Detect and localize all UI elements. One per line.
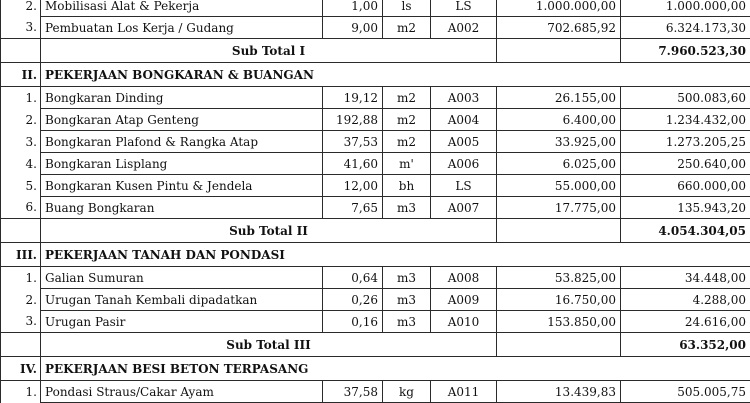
item-description: Urugan Pasir <box>41 311 323 333</box>
item-total-price: 505.005,75 <box>621 381 750 403</box>
item-number: 4. <box>1 153 41 175</box>
item-description: Pembuatan Los Kerja / Gudang <box>41 17 323 39</box>
item-code: A006 <box>431 153 497 175</box>
item-volume: 37,53 <box>323 131 383 153</box>
item-code: LS <box>431 0 497 17</box>
item-description: Mobilisasi Alat & Pekerja <box>41 0 323 17</box>
item-unit-price: 55.000,00 <box>497 175 621 197</box>
item-code: A008 <box>431 267 497 289</box>
subtotal-label: Sub Total II <box>41 219 497 243</box>
subtotal-value: 4.054.304,05 <box>621 219 750 243</box>
section-header-row <box>1 357 750 381</box>
item-unit: m2 <box>383 87 431 109</box>
item-description: Bongkaran Dinding <box>41 87 323 109</box>
item-code: A011 <box>431 381 497 403</box>
item-description: Bongkaran Atap Genteng <box>41 109 323 131</box>
item-volume: 37,58 <box>323 381 383 403</box>
item-code: A003 <box>431 87 497 109</box>
subtotal-value: 7.960.523,30 <box>621 39 750 63</box>
item-unit-price: 13.439,83 <box>497 381 621 403</box>
item-description: Bongkaran Kusen Pintu & Jendela <box>41 175 323 197</box>
item-code: LS <box>431 175 497 197</box>
item-volume: 41,60 <box>323 153 383 175</box>
item-unit-price: 53.825,00 <box>497 267 621 289</box>
item-unit: m3 <box>383 267 431 289</box>
item-unit: m2 <box>383 131 431 153</box>
section-title: PEKERJAAN BONGKARAN & BUANGAN <box>41 63 750 87</box>
section-header-row <box>1 63 750 87</box>
item-total-price: 4.288,00 <box>621 289 750 311</box>
item-description: Bongkaran Lisplang <box>41 153 323 175</box>
item-description: Bongkaran Plafond & Rangka Atap <box>41 131 323 153</box>
item-number: 3. <box>1 17 41 39</box>
section-number: IV. <box>1 357 41 381</box>
item-volume: 12,00 <box>323 175 383 197</box>
item-number: 2. <box>1 0 41 17</box>
item-volume: 192,88 <box>323 109 383 131</box>
section-title: PEKERJAAN TANAH DAN PONDASI <box>41 243 750 267</box>
table-row <box>1 267 750 289</box>
item-description: Galian Sumuran <box>41 267 323 289</box>
item-unit: m3 <box>383 311 431 333</box>
item-unit-price: 1.000.000,00 <box>497 0 621 17</box>
table-row <box>1 87 750 109</box>
subtotal-spacer <box>497 219 621 243</box>
subtotal-spacer <box>497 333 621 357</box>
item-description: Buang Bongkaran <box>41 197 323 219</box>
item-unit-price: 153.850,00 <box>497 311 621 333</box>
section-number: II. <box>1 63 41 87</box>
item-total-price: 1.273.205,25 <box>621 131 750 153</box>
item-unit-price: 6.025,00 <box>497 153 621 175</box>
item-number: 5. <box>1 175 41 197</box>
item-unit: m3 <box>383 289 431 311</box>
item-unit-price: 16.750,00 <box>497 289 621 311</box>
section-header-row <box>1 243 750 267</box>
item-volume: 19,12 <box>323 87 383 109</box>
item-volume: 1,00 <box>323 0 383 17</box>
item-number: 1. <box>1 381 41 403</box>
item-unit: kg <box>383 381 431 403</box>
table-row <box>1 109 750 131</box>
item-code: A005 <box>431 131 497 153</box>
item-total-price: 1.234.432,00 <box>621 109 750 131</box>
item-unit: ls <box>383 0 431 17</box>
item-description: Pondasi Straus/Cakar Ayam <box>41 381 323 403</box>
item-unit: m2 <box>383 17 431 39</box>
item-code: A004 <box>431 109 497 131</box>
item-volume: 7,65 <box>323 197 383 219</box>
item-number: 3. <box>1 131 41 153</box>
item-total-price: 34.448,00 <box>621 267 750 289</box>
table-row <box>1 311 750 333</box>
item-number: 2. <box>1 289 41 311</box>
section-title: PEKERJAAN BESI BETON TERPASANG <box>41 357 750 381</box>
subtotal-label: Sub Total I <box>41 39 497 63</box>
subtotal-value: 63.352,00 <box>621 333 750 357</box>
section-number: III. <box>1 243 41 267</box>
item-total-price: 250.640,00 <box>621 153 750 175</box>
subtotal-row <box>1 333 750 357</box>
subtotal-spacer <box>1 219 41 243</box>
subtotal-row <box>1 39 750 63</box>
item-unit-price: 17.775,00 <box>497 197 621 219</box>
subtotal-label: Sub Total III <box>41 333 497 357</box>
item-number: 1. <box>1 267 41 289</box>
item-volume: 0,16 <box>323 311 383 333</box>
subtotal-spacer <box>497 39 621 63</box>
item-code: A007 <box>431 197 497 219</box>
item-code: A009 <box>431 289 497 311</box>
item-total-price: 660.000,00 <box>621 175 750 197</box>
item-number: 3. <box>1 311 41 333</box>
table-row <box>1 153 750 175</box>
item-volume: 0,64 <box>323 267 383 289</box>
item-unit-price: 6.400,00 <box>497 109 621 131</box>
item-code: A010 <box>431 311 497 333</box>
item-total-price: 24.616,00 <box>621 311 750 333</box>
table-body <box>1 0 750 403</box>
item-unit-price: 33.925,00 <box>497 131 621 153</box>
table-row <box>1 0 750 17</box>
item-unit-price: 26.155,00 <box>497 87 621 109</box>
item-unit: m2 <box>383 109 431 131</box>
item-unit: bh <box>383 175 431 197</box>
subtotal-row <box>1 219 750 243</box>
item-unit: m3 <box>383 197 431 219</box>
item-number: 2. <box>1 109 41 131</box>
subtotal-spacer <box>1 39 41 63</box>
item-unit-price: 702.685,92 <box>497 17 621 39</box>
table-row <box>1 175 750 197</box>
item-volume: 9,00 <box>323 17 383 39</box>
item-total-price: 6.324.173,30 <box>621 17 750 39</box>
item-number: 6. <box>1 197 41 219</box>
table-row <box>1 197 750 219</box>
item-description: Urugan Tanah Kembali dipadatkan <box>41 289 323 311</box>
item-volume: 0,26 <box>323 289 383 311</box>
subtotal-spacer <box>1 333 41 357</box>
table-row <box>1 289 750 311</box>
item-number: 1. <box>1 87 41 109</box>
table-row <box>1 381 750 403</box>
item-unit: m' <box>383 153 431 175</box>
table-row <box>1 131 750 153</box>
item-code: A002 <box>431 17 497 39</box>
item-total-price: 1.000.000,00 <box>621 0 750 17</box>
item-total-price: 135.943,20 <box>621 197 750 219</box>
table-row <box>1 17 750 39</box>
item-total-price: 500.083,60 <box>621 87 750 109</box>
